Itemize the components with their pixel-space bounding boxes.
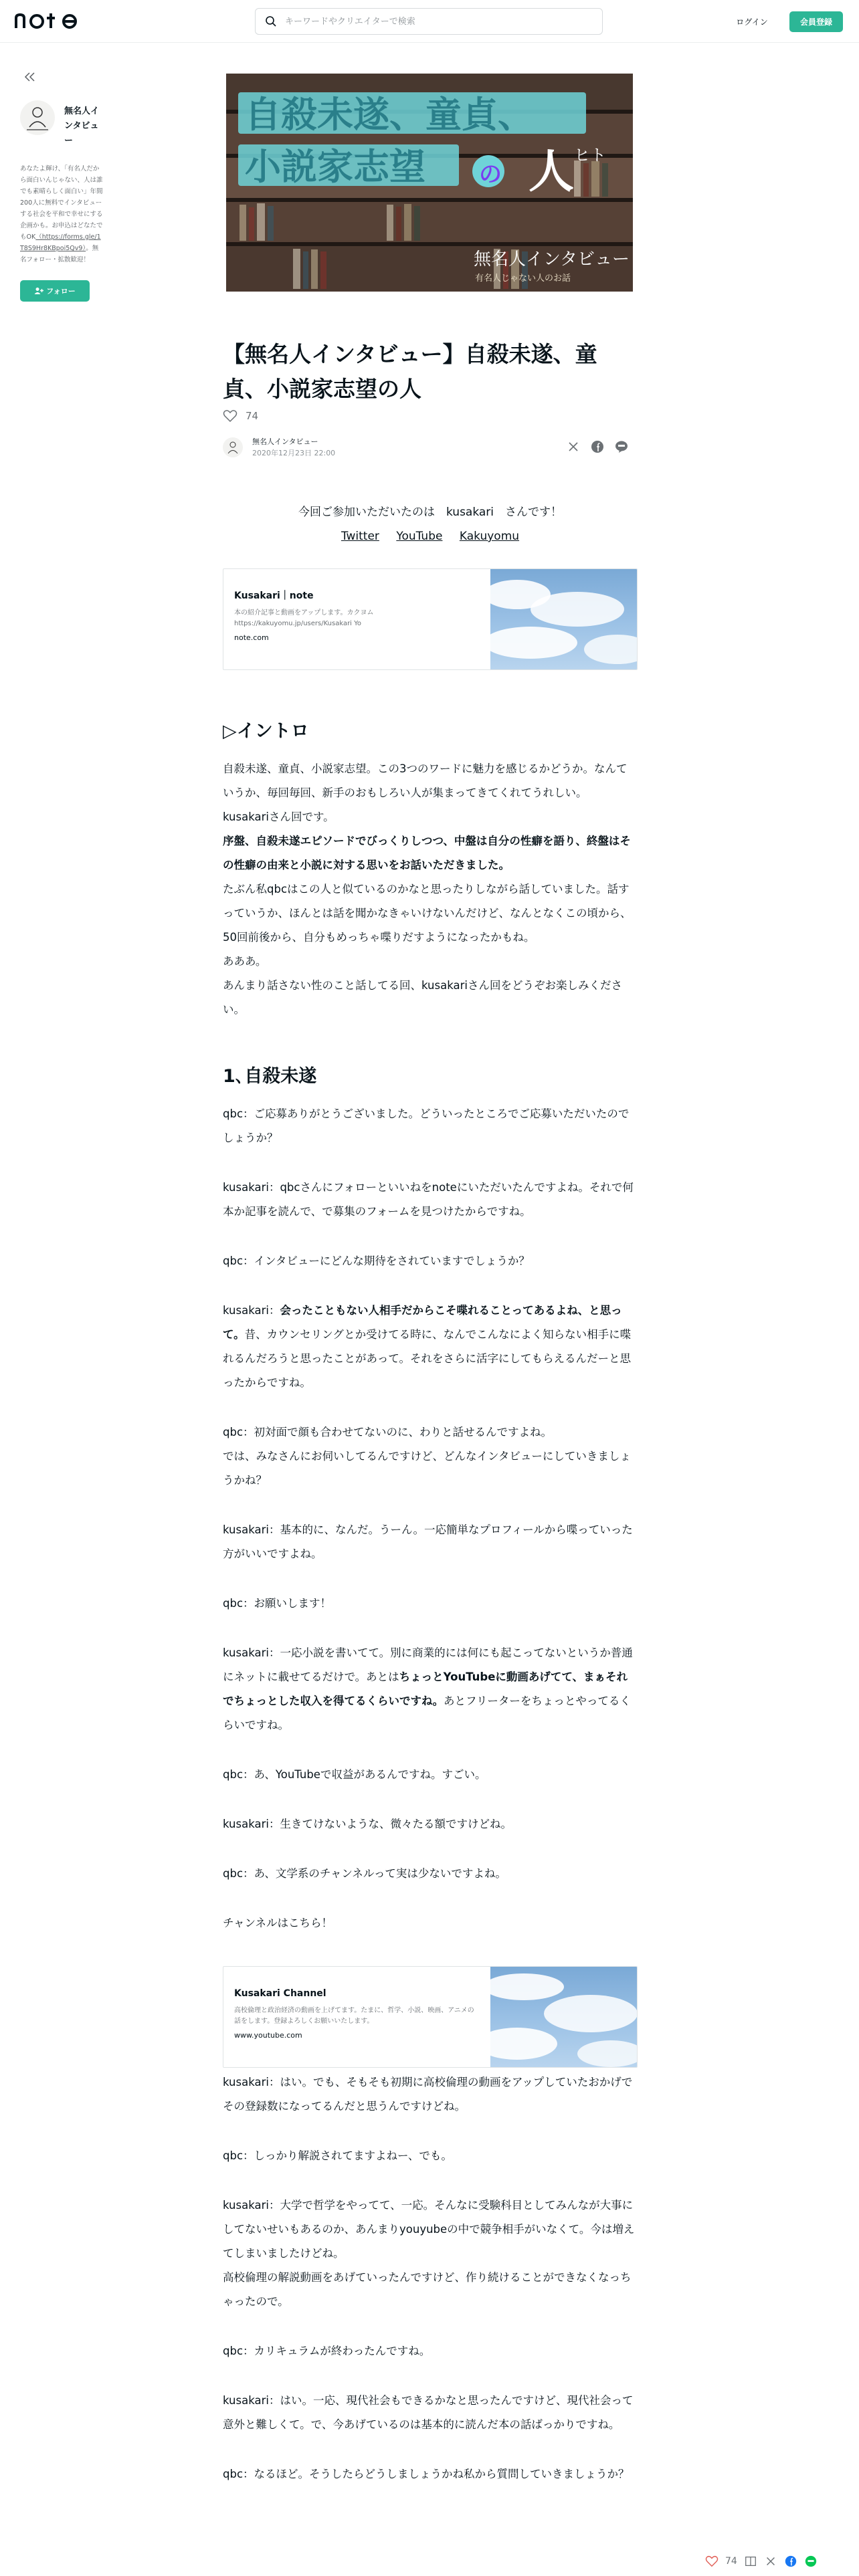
search-box[interactable] — [255, 8, 603, 35]
signup-button[interactable]: 会員登録 — [789, 11, 843, 32]
dialogue-line — [223, 1641, 638, 1737]
dialogue-line: kusakari：大学で哲学をやってて、一応。そんなに受験科目としてみんなが大事にしてないせいもあるのか、あんまりyouyubeの中で競争相手がいなくて。今は増えてしまいましたけどね。 — [223, 2199, 635, 2260]
global-header — [0, 0, 859, 43]
dialogue-line: kusakari：はい。でも、そもそも初期に高校倫理の動画をアップしていたおかげでその登録数になってるんだと思うんですけどね。 — [223, 2076, 633, 2113]
dialogue-line: kusakari：基本的に、なんだ。うーん。一応簡単なプロフィールから喋っていった方がいいですよね。 — [223, 1523, 633, 1560]
bio-form-link[interactable]: （https://forms.gle/1T8S9Hr8KBpoi5Qv9） — [20, 233, 101, 252]
line-share-icon[interactable] — [614, 439, 629, 454]
like-count: 74 — [246, 410, 259, 422]
creator-bio — [20, 163, 104, 265]
facebook-share-icon[interactable] — [784, 2555, 797, 2568]
dialogue-line: kusakari：生きてけないような、微々たる額ですけどね。 — [223, 1818, 512, 1830]
bookmark-icon[interactable] — [744, 2555, 757, 2568]
creator-sidebar — [20, 70, 104, 302]
heart-icon[interactable] — [705, 2555, 719, 2567]
dialogue-line: qbc：しっかり解説されてますよねー、でも。 — [223, 2149, 452, 2162]
hero-person: 人 — [529, 146, 575, 199]
article-author[interactable] — [223, 436, 335, 459]
hero-line1: 自殺未遂、童貞、 — [245, 94, 534, 136]
dialogue-line: qbc：カリキュラムが終わったんですね。 — [223, 2345, 431, 2357]
dialogue-line: kusakari：はい。一応、現代社会もできるかなと思ったんですけど、現代社会って意外と難しくて。で、今あげているのは基本的に読んだ本の話ばっかりですね。 — [223, 2394, 634, 2431]
section-heading-1: 1､自殺未遂 — [223, 1066, 317, 1087]
author-avatar-image — [223, 437, 243, 457]
embed-thumbnail — [490, 569, 637, 669]
creator-avatar-image — [20, 100, 55, 135]
dialogue-line: qbc：お願いします！ — [223, 1597, 332, 1610]
collapse-sidebar-icon[interactable] — [23, 70, 37, 84]
embed-description: 本の紹介記事と動画をアップします。カクヨム https://kakuyomu.jp/users/Kusakari Yo — [234, 609, 381, 627]
bold-text: 序盤、自殺未遂エピソードでびっくりしつつ、中盤は自分の性癖を語り、終盤はその性癖の由来と小説に対する思いをお話いただきました。 — [223, 835, 631, 871]
floating-action-bar — [705, 2555, 818, 2568]
x-share-icon[interactable] — [764, 2555, 777, 2568]
dialogue-line: qbc：インタビューにどんな期待をされていますでしょうか？ — [223, 1255, 530, 1267]
share-buttons — [566, 439, 629, 454]
dialogue-line — [223, 1299, 638, 1395]
login-button[interactable]: ログイン — [736, 17, 768, 27]
follow-label: フォロー — [46, 287, 76, 296]
heart-icon[interactable] — [223, 409, 237, 423]
article-eyecatch-image — [226, 74, 633, 292]
body-paragraph — [223, 829, 638, 877]
creator-name[interactable]: 無名人インタビュー — [64, 106, 100, 146]
kakuyomu-link[interactable]: Kakuyomu — [459, 530, 520, 543]
follow-user-icon — [34, 287, 43, 295]
creator-info[interactable] — [20, 100, 104, 148]
dialogue-text: 昔、カウンセリングとか受けてる時に、なんでこんなによく知らない相手に喋れるんだろうと思ったことがあって。それをさらに活字にしてもらえるんだーと思ったからですね。 — [223, 1328, 632, 1389]
dialogue-text: あとフリーターをちょっとやってるくらいですね。 — [223, 1695, 631, 1731]
dialogue-line: チャンネルはこちら！ — [223, 1917, 333, 1929]
note-logo-mark — [15, 12, 83, 29]
embed-url: note.com — [234, 633, 269, 642]
x-share-icon[interactable] — [566, 439, 581, 454]
hero-sub: 有名人じゃない人のお話 — [475, 274, 571, 284]
dialogue-line: qbc：あ、文学系のチャンネルって実は少ないですよね。 — [223, 1867, 506, 1880]
speaker: kusakari： — [223, 1304, 280, 1317]
dialogue-line: qbc：なるほど。そうしたらどうしましょうかね私から質問していきましょうか？ — [223, 2468, 630, 2480]
creator-avatar[interactable] — [20, 100, 55, 135]
cloud-sky-image — [490, 1967, 637, 2067]
line-share-icon[interactable] — [804, 2555, 818, 2568]
author-avatar[interactable] — [223, 437, 243, 457]
embed-card-youtube[interactable] — [223, 1966, 638, 2068]
intro-line: 今回ご参加いただいたのは kusakari さんです！ — [298, 506, 563, 519]
embed-text — [223, 569, 490, 669]
section-heading-intro: ▷イントロ — [223, 721, 309, 742]
hero-line2: 小説家志望 — [245, 146, 425, 188]
article-title: 【無名人インタビュー】自殺未遂、童貞、小説家志望の人 — [223, 341, 597, 402]
eyecatch-bookshelf — [226, 74, 633, 292]
youtube-link[interactable]: YouTube — [396, 530, 443, 543]
embed-title: Kusakari Channel — [234, 1988, 326, 1999]
like-count: 74 — [725, 2556, 737, 2567]
bold-text: ちょっとYouTubeに動画あげてて、まぁそれでちょっとした収入を得てるくらいですね。 — [223, 1671, 628, 1707]
dialogue-line: では、みなさんにお伺いしてるんですけど、どんなインタビューにしていきましょうかね？ — [223, 1450, 631, 1487]
twitter-link[interactable]: Twitter — [341, 530, 379, 543]
bold-text: 会ったこともない人相手だからこそ喋れることってあるよね、と思って。 — [223, 1304, 622, 1341]
embed-thumbnail — [490, 1967, 637, 2067]
article-body — [223, 698, 638, 2486]
dialogue-line: kusakari：qbcさんにフォローといいねをnoteにいただいたんですよね。それで何本か記事を読んで、で募集のフォームを見つけたからですね。 — [223, 1181, 634, 1218]
bio-tail: 。無名フォロー・拡散歓迎！ — [20, 245, 99, 263]
follow-button[interactable] — [20, 280, 90, 302]
body-paragraph: あんまり話さない性のこと話してる回、kusakariさん回をどうぞお楽しみください。 — [223, 979, 622, 1016]
dialogue-line: qbc：初対面で顔も合わせてないのに、わりと話せるんですよね。 — [223, 1426, 553, 1438]
search-input[interactable] — [285, 17, 602, 27]
hero-ruby: ヒト — [574, 146, 606, 165]
hero-caption: 無名人インタビュー — [474, 249, 630, 270]
note-logo[interactable] — [15, 9, 83, 32]
dialogue-line: 高校倫理の解説動画をあげていったんですけど、作り続けることができなくなっちゃったので。 — [223, 2271, 632, 2308]
dialogue-line: qbc：ご応募ありがとうございました。どういったところでご応募いただいたのでしょうか？ — [223, 1107, 630, 1144]
intro-links — [223, 524, 638, 548]
dialogue-text: kusakari：一応小説を書いてて。別に商業的には何にも起こってないというか普通にネットに載せてるだけで。あとは — [223, 1646, 633, 1683]
cloud-sky-image — [490, 569, 637, 669]
intro-block — [223, 500, 638, 548]
body-paragraph: たぶん私qbcはこの人と似ているのかなと思ったりしながら話していました。話すっていうか、ほんとは話を聞かなきゃいけないんだけど、なんとなくこの頃から、50回前後から、自分もめっちゃ喋りだすようになったかもね。 — [223, 883, 632, 944]
embed-url: www.youtube.com — [234, 2031, 302, 2040]
like-area[interactable] — [223, 409, 258, 423]
embed-text — [223, 1967, 490, 2067]
search-icon — [265, 15, 277, 27]
embed-title: Kusakari｜note — [234, 591, 314, 601]
bio-text: あなたよ輝け、「有名人だから面白いんじゃない、人は誰でも素晴らしく面白い」年間200人に無料でインタビューする社会を平和で幸せにする企画かも。お申込はどなたでもOK — [20, 165, 103, 241]
dialogue-line: qbc：あ、YouTubeで収益があるんですね。すごい。 — [223, 1768, 486, 1781]
embed-card-note[interactable] — [223, 568, 638, 670]
body-paragraph: 自殺未遂、童貞、小説家志望。この3つのワードに魅力を感じるかどうか。なんていうか、毎回毎回、新手のおもしろい人が集まってきてくれてうれしい。 — [223, 762, 628, 799]
facebook-share-icon[interactable] — [590, 439, 605, 454]
body-paragraph: kusakariさん回です。 — [223, 811, 335, 823]
embed-description: 高校倫理と政治経済の動画を上げてます。たまに、哲学、小説、映画、アニメの話をします。登録よろしくお願いいたします。 — [234, 2007, 474, 2025]
publish-date: 2020年12月23日 22:00 — [252, 449, 336, 457]
body-paragraph: あああ。 — [223, 955, 267, 968]
hero-no: の — [479, 161, 502, 188]
author-name[interactable]: 無名人インタビュー — [252, 437, 318, 446]
